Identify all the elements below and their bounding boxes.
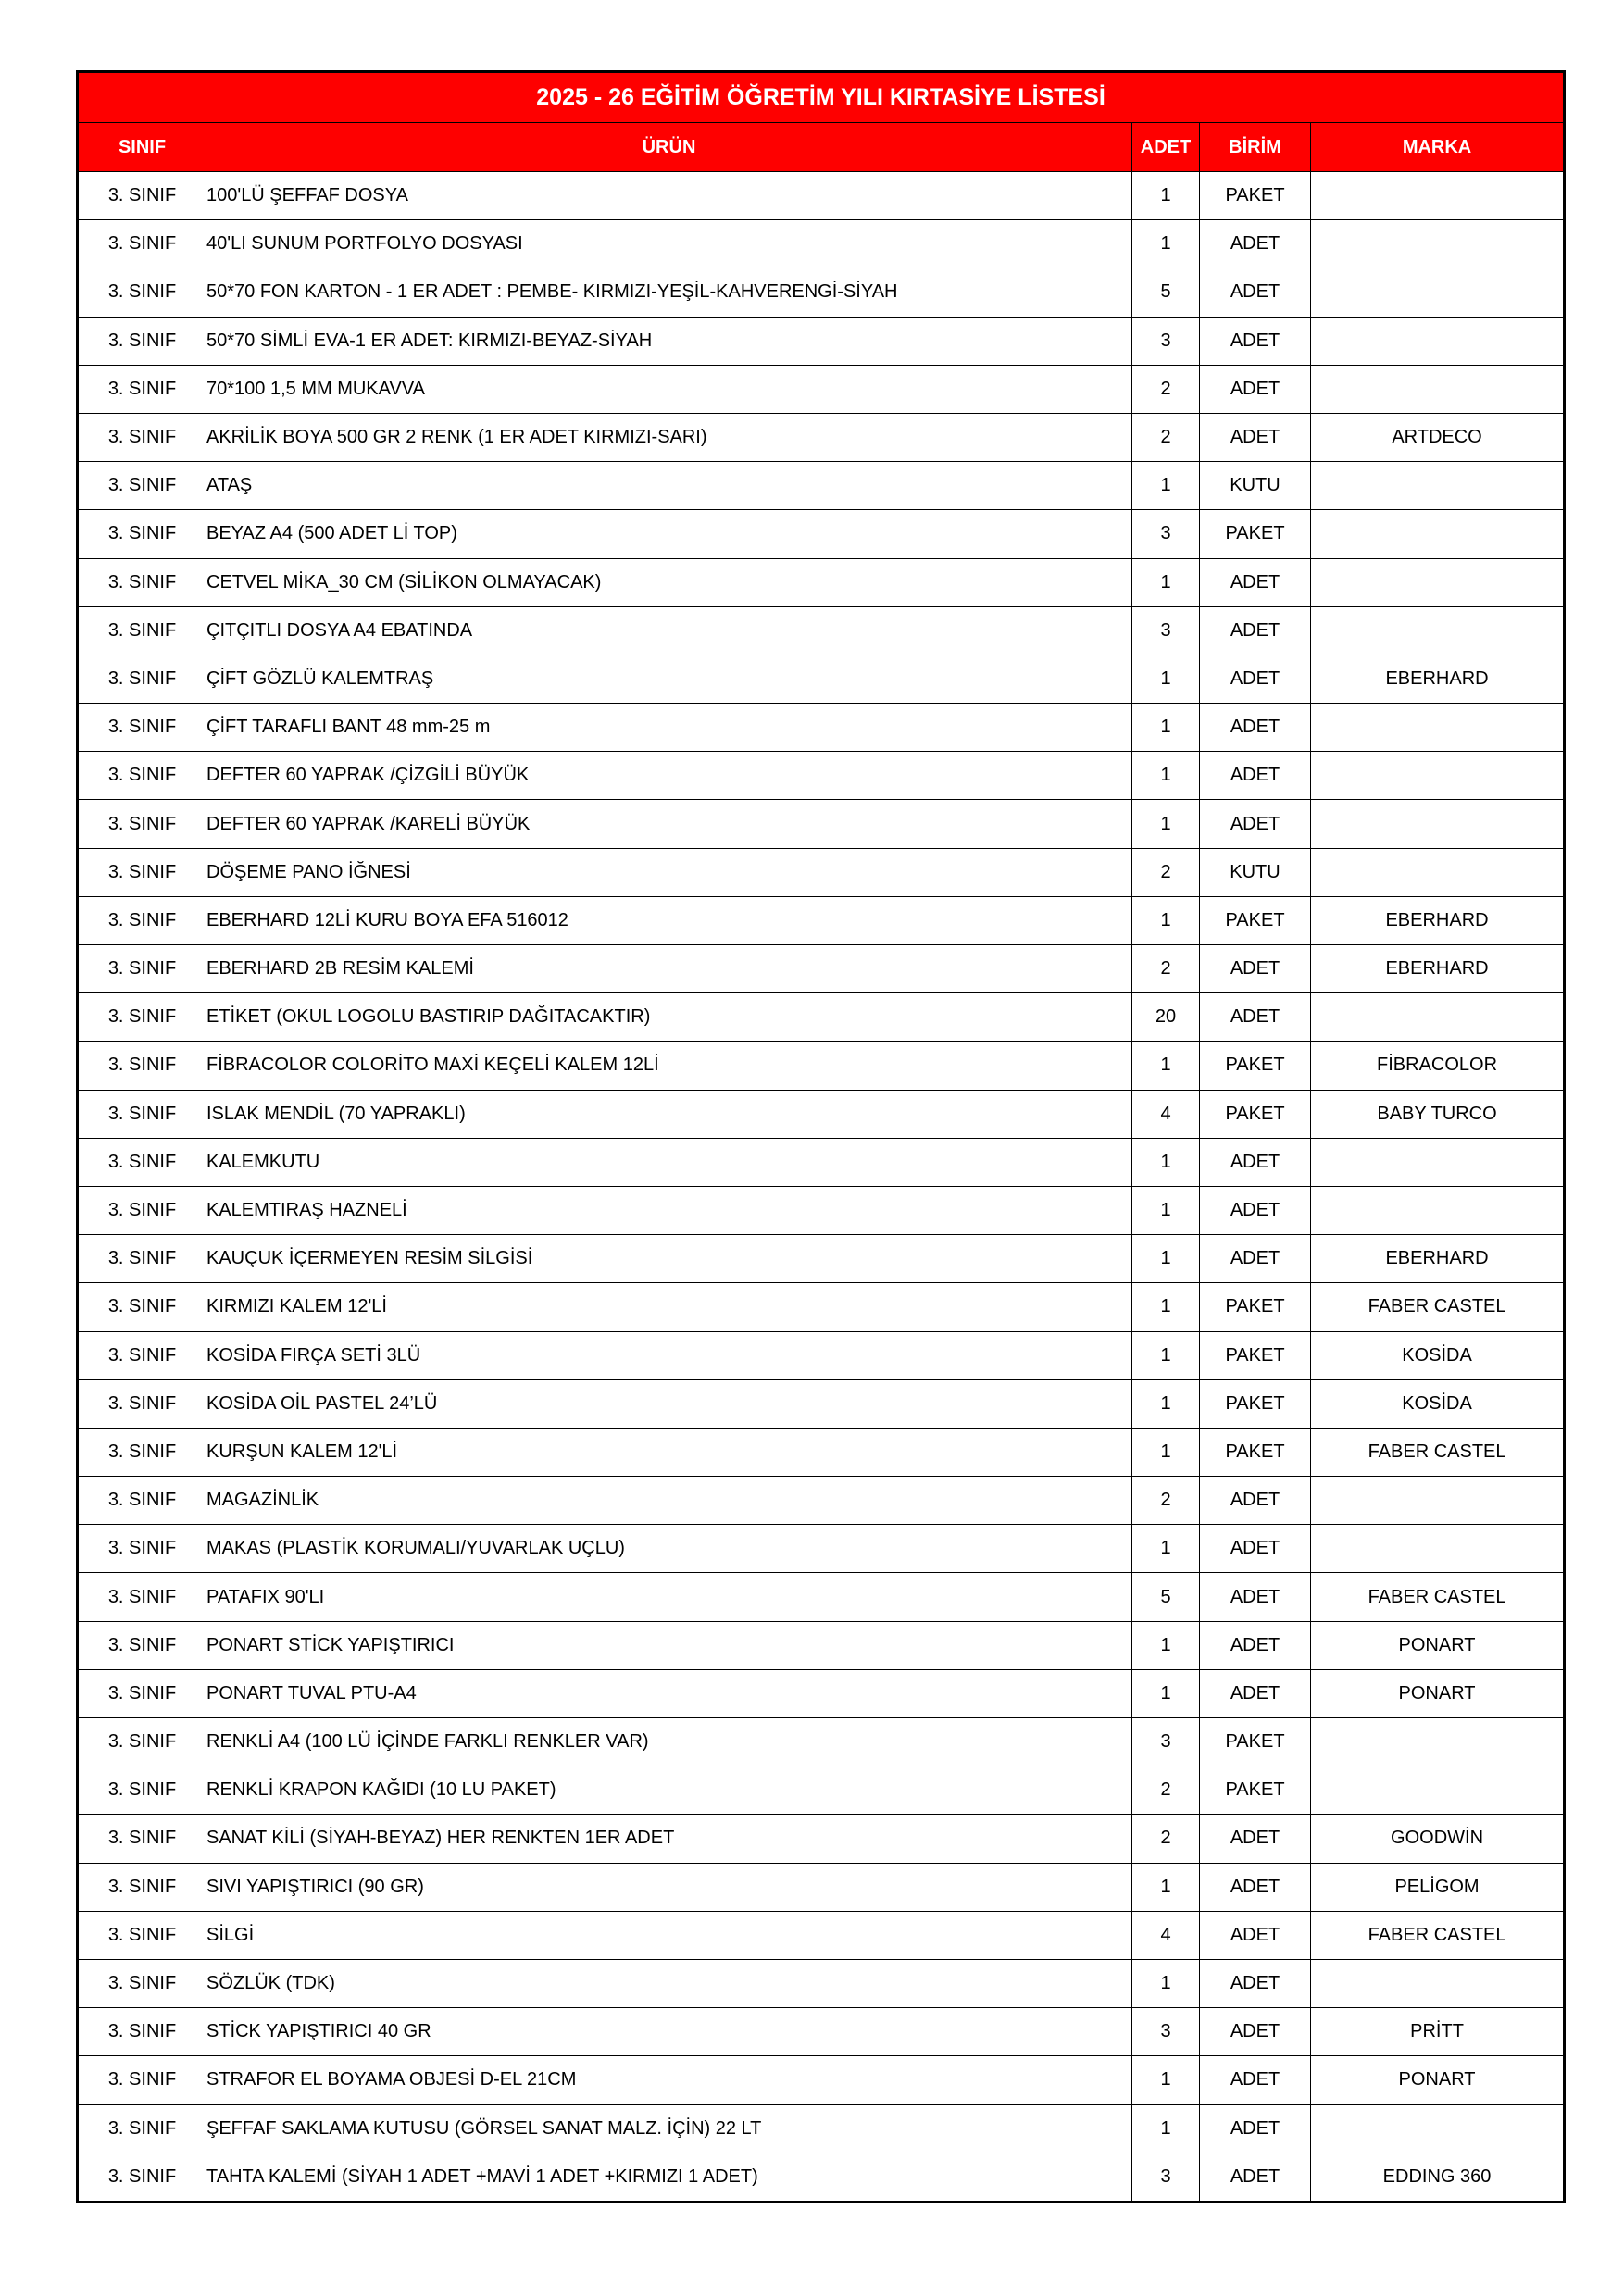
cell-adet: 1 bbox=[1132, 752, 1200, 800]
cell-urun: SIVI YAPIŞTIRICI (90 GR) bbox=[206, 1863, 1132, 1911]
cell-adet: 2 bbox=[1132, 1815, 1200, 1863]
cell-birim: ADET bbox=[1200, 220, 1311, 268]
cell-sinif: 3. SINIF bbox=[78, 172, 206, 220]
cell-birim: ADET bbox=[1200, 945, 1311, 993]
cell-urun: FİBRACOLOR COLORİTO MAXİ KEÇELİ KALEM 12Lİ bbox=[206, 1042, 1132, 1090]
cell-marka bbox=[1311, 704, 1565, 752]
table-row bbox=[78, 1379, 1565, 1428]
cell-urun: TAHTA KALEMİ (SİYAH 1 ADET +MAVİ 1 ADET +KIRMIZI 1 ADET) bbox=[206, 2152, 1132, 2202]
cell-marka: PONART bbox=[1311, 1669, 1565, 1717]
cell-urun: KALEMKUTU bbox=[206, 1138, 1132, 1186]
cell-urun: EBERHARD 2B RESİM KALEMİ bbox=[206, 945, 1132, 993]
cell-urun: KAUÇUK İÇERMEYEN RESİM SİLGİSİ bbox=[206, 1235, 1132, 1283]
cell-marka bbox=[1311, 752, 1565, 800]
cell-birim: ADET bbox=[1200, 752, 1311, 800]
cell-adet: 5 bbox=[1132, 268, 1200, 317]
cell-birim: ADET bbox=[1200, 1573, 1311, 1621]
cell-birim: PAKET bbox=[1200, 1042, 1311, 1090]
cell-sinif: 3. SINIF bbox=[78, 752, 206, 800]
cell-birim: ADET bbox=[1200, 704, 1311, 752]
cell-adet: 2 bbox=[1132, 1766, 1200, 1815]
cell-sinif: 3. SINIF bbox=[78, 462, 206, 510]
cell-adet: 2 bbox=[1132, 1477, 1200, 1525]
cell-marka: EBERHARD bbox=[1311, 945, 1565, 993]
table-row bbox=[78, 848, 1565, 896]
cell-marka: ARTDECO bbox=[1311, 413, 1565, 461]
cell-sinif: 3. SINIF bbox=[78, 1621, 206, 1669]
cell-adet: 1 bbox=[1132, 220, 1200, 268]
cell-birim: ADET bbox=[1200, 2152, 1311, 2202]
table-row bbox=[78, 220, 1565, 268]
cell-sinif: 3. SINIF bbox=[78, 1283, 206, 1331]
table-row bbox=[78, 1283, 1565, 1331]
cell-adet: 1 bbox=[1132, 1379, 1200, 1428]
cell-birim: ADET bbox=[1200, 317, 1311, 365]
cell-birim: ADET bbox=[1200, 268, 1311, 317]
cell-sinif: 3. SINIF bbox=[78, 1911, 206, 1959]
cell-adet: 1 bbox=[1132, 2104, 1200, 2152]
cell-urun: ŞEFFAF SAKLAMA KUTUSU (GÖRSEL SANAT MALZ. İÇİN) 22 LT bbox=[206, 2104, 1132, 2152]
title-row bbox=[78, 72, 1565, 123]
cell-urun: EBERHARD 12Lİ KURU BOYA EFA 516012 bbox=[206, 896, 1132, 944]
cell-sinif: 3. SINIF bbox=[78, 1138, 206, 1186]
cell-sinif: 3. SINIF bbox=[78, 2008, 206, 2056]
table-row bbox=[78, 1235, 1565, 1283]
table-row bbox=[78, 558, 1565, 606]
cell-adet: 1 bbox=[1132, 1042, 1200, 1090]
table-row bbox=[78, 1621, 1565, 1669]
cell-birim: PAKET bbox=[1200, 172, 1311, 220]
cell-birim: ADET bbox=[1200, 558, 1311, 606]
cell-marka: FABER CASTEL bbox=[1311, 1911, 1565, 1959]
column-header-sinif: SINIF bbox=[78, 123, 206, 172]
cell-marka bbox=[1311, 1959, 1565, 2007]
table-row bbox=[78, 1863, 1565, 1911]
cell-adet: 1 bbox=[1132, 1186, 1200, 1234]
cell-urun: 70*100 1,5 MM MUKAVVA bbox=[206, 365, 1132, 413]
table-row bbox=[78, 2008, 1565, 2056]
cell-adet: 1 bbox=[1132, 655, 1200, 703]
cell-sinif: 3. SINIF bbox=[78, 945, 206, 993]
cell-sinif: 3. SINIF bbox=[78, 1477, 206, 1525]
cell-adet: 3 bbox=[1132, 2152, 1200, 2202]
table-row bbox=[78, 268, 1565, 317]
cell-adet: 1 bbox=[1132, 1525, 1200, 1573]
cell-urun: PONART TUVAL PTU-A4 bbox=[206, 1669, 1132, 1717]
cell-adet: 1 bbox=[1132, 1331, 1200, 1379]
cell-marka: EBERHARD bbox=[1311, 655, 1565, 703]
cell-urun: 100'LÜ ŞEFFAF DOSYA bbox=[206, 172, 1132, 220]
cell-marka: EBERHARD bbox=[1311, 1235, 1565, 1283]
cell-adet: 3 bbox=[1132, 2008, 1200, 2056]
cell-sinif: 3. SINIF bbox=[78, 1186, 206, 1234]
cell-adet: 1 bbox=[1132, 1621, 1200, 1669]
cell-sinif: 3. SINIF bbox=[78, 1428, 206, 1476]
table-row bbox=[78, 655, 1565, 703]
cell-birim: ADET bbox=[1200, 1863, 1311, 1911]
cell-birim: ADET bbox=[1200, 2008, 1311, 2056]
cell-urun: KALEMTIRAŞ HAZNELİ bbox=[206, 1186, 1132, 1234]
cell-marka bbox=[1311, 606, 1565, 655]
cell-adet: 1 bbox=[1132, 1138, 1200, 1186]
cell-adet: 1 bbox=[1132, 172, 1200, 220]
cell-birim: ADET bbox=[1200, 800, 1311, 848]
cell-urun: MAKAS (PLASTİK KORUMALI/YUVARLAK UÇLU) bbox=[206, 1525, 1132, 1573]
cell-adet: 2 bbox=[1132, 413, 1200, 461]
cell-adet: 5 bbox=[1132, 1573, 1200, 1621]
cell-birim: ADET bbox=[1200, 413, 1311, 461]
page-title: 2025 - 26 EĞİTİM ÖĞRETİM YILI KIRTASİYE LİSTESİ bbox=[78, 72, 1565, 123]
cell-adet: 1 bbox=[1132, 800, 1200, 848]
table-row bbox=[78, 2104, 1565, 2152]
cell-sinif: 3. SINIF bbox=[78, 1718, 206, 1766]
cell-sinif: 3. SINIF bbox=[78, 1815, 206, 1863]
table-row bbox=[78, 1766, 1565, 1815]
cell-sinif: 3. SINIF bbox=[78, 268, 206, 317]
table-row bbox=[78, 1815, 1565, 1863]
cell-urun: BEYAZ A4 (500 ADET Lİ TOP) bbox=[206, 510, 1132, 558]
column-header-birim: BİRİM bbox=[1200, 123, 1311, 172]
table-row bbox=[78, 172, 1565, 220]
table-row bbox=[78, 1573, 1565, 1621]
cell-adet: 1 bbox=[1132, 1959, 1200, 2007]
table-row bbox=[78, 993, 1565, 1042]
cell-sinif: 3. SINIF bbox=[78, 1573, 206, 1621]
cell-sinif: 3. SINIF bbox=[78, 848, 206, 896]
cell-marka: FABER CASTEL bbox=[1311, 1428, 1565, 1476]
cell-adet: 4 bbox=[1132, 1090, 1200, 1138]
cell-birim: PAKET bbox=[1200, 896, 1311, 944]
table-row bbox=[78, 365, 1565, 413]
cell-urun: ÇİFT TARAFLI BANT 48 mm-25 m bbox=[206, 704, 1132, 752]
cell-urun: RENKLİ KRAPON KAĞIDI (10 LU PAKET) bbox=[206, 1766, 1132, 1815]
cell-sinif: 3. SINIF bbox=[78, 1959, 206, 2007]
cell-marka: EDDING 360 bbox=[1311, 2152, 1565, 2202]
cell-birim: KUTU bbox=[1200, 462, 1311, 510]
cell-marka: PONART bbox=[1311, 2056, 1565, 2104]
cell-marka bbox=[1311, 172, 1565, 220]
table-row bbox=[78, 1138, 1565, 1186]
cell-adet: 1 bbox=[1132, 558, 1200, 606]
table-row bbox=[78, 896, 1565, 944]
cell-sinif: 3. SINIF bbox=[78, 2152, 206, 2202]
cell-marka bbox=[1311, 1477, 1565, 1525]
cell-urun: RENKLİ A4 (100 LÜ İÇİNDE FARKLI RENKLER VAR) bbox=[206, 1718, 1132, 1766]
cell-marka bbox=[1311, 2104, 1565, 2152]
cell-sinif: 3. SINIF bbox=[78, 606, 206, 655]
cell-urun: AKRİLİK BOYA 500 GR 2 RENK (1 ER ADET KIRMIZI-SARI) bbox=[206, 413, 1132, 461]
cell-birim: ADET bbox=[1200, 606, 1311, 655]
cell-urun: CETVEL MİKA_30 CM (SİLİKON OLMAYACAK) bbox=[206, 558, 1132, 606]
cell-sinif: 3. SINIF bbox=[78, 896, 206, 944]
column-header-adet: ADET bbox=[1132, 123, 1200, 172]
table-row bbox=[78, 1331, 1565, 1379]
cell-marka: GOODWİN bbox=[1311, 1815, 1565, 1863]
cell-adet: 1 bbox=[1132, 896, 1200, 944]
cell-birim: ADET bbox=[1200, 1911, 1311, 1959]
cell-adet: 1 bbox=[1132, 704, 1200, 752]
table-row bbox=[78, 510, 1565, 558]
cell-adet: 2 bbox=[1132, 848, 1200, 896]
cell-birim: ADET bbox=[1200, 1669, 1311, 1717]
cell-marka bbox=[1311, 220, 1565, 268]
cell-birim: PAKET bbox=[1200, 510, 1311, 558]
cell-birim: ADET bbox=[1200, 655, 1311, 703]
cell-birim: ADET bbox=[1200, 1621, 1311, 1669]
cell-birim: PAKET bbox=[1200, 1766, 1311, 1815]
cell-adet: 3 bbox=[1132, 317, 1200, 365]
cell-sinif: 3. SINIF bbox=[78, 1766, 206, 1815]
cell-adet: 1 bbox=[1132, 1283, 1200, 1331]
cell-marka bbox=[1311, 1186, 1565, 1234]
cell-marka: PELİGOM bbox=[1311, 1863, 1565, 1911]
table-row bbox=[78, 800, 1565, 848]
cell-birim: ADET bbox=[1200, 2056, 1311, 2104]
cell-adet: 1 bbox=[1132, 2056, 1200, 2104]
cell-sinif: 3. SINIF bbox=[78, 655, 206, 703]
cell-marka bbox=[1311, 268, 1565, 317]
table-row bbox=[78, 945, 1565, 993]
cell-adet: 3 bbox=[1132, 606, 1200, 655]
cell-urun: KOSİDA FIRÇA SETİ 3LÜ bbox=[206, 1331, 1132, 1379]
cell-sinif: 3. SINIF bbox=[78, 365, 206, 413]
cell-adet: 4 bbox=[1132, 1911, 1200, 1959]
cell-sinif: 3. SINIF bbox=[78, 1379, 206, 1428]
cell-birim: PAKET bbox=[1200, 1428, 1311, 1476]
cell-adet: 2 bbox=[1132, 945, 1200, 993]
cell-marka bbox=[1311, 1138, 1565, 1186]
table-row bbox=[78, 1718, 1565, 1766]
cell-marka: EBERHARD bbox=[1311, 896, 1565, 944]
cell-marka: FABER CASTEL bbox=[1311, 1573, 1565, 1621]
cell-birim: ADET bbox=[1200, 1186, 1311, 1234]
table-row bbox=[78, 413, 1565, 461]
cell-birim: ADET bbox=[1200, 1815, 1311, 1863]
cell-adet: 1 bbox=[1132, 1669, 1200, 1717]
cell-sinif: 3. SINIF bbox=[78, 317, 206, 365]
cell-urun: ÇITÇITLI DOSYA A4 EBATINDA bbox=[206, 606, 1132, 655]
cell-marka bbox=[1311, 1525, 1565, 1573]
table-row bbox=[78, 1090, 1565, 1138]
cell-marka bbox=[1311, 848, 1565, 896]
cell-urun: ETİKET (OKUL LOGOLU BASTIRIP DAĞITACAKTIR) bbox=[206, 993, 1132, 1042]
cell-marka bbox=[1311, 800, 1565, 848]
cell-urun: PONART STİCK YAPIŞTIRICI bbox=[206, 1621, 1132, 1669]
cell-marka: FİBRACOLOR bbox=[1311, 1042, 1565, 1090]
table-row bbox=[78, 1959, 1565, 2007]
cell-marka bbox=[1311, 462, 1565, 510]
table-row bbox=[78, 1042, 1565, 1090]
table-row bbox=[78, 704, 1565, 752]
cell-urun: SİLGİ bbox=[206, 1911, 1132, 1959]
table-row bbox=[78, 2152, 1565, 2202]
cell-marka bbox=[1311, 1718, 1565, 1766]
cell-sinif: 3. SINIF bbox=[78, 2104, 206, 2152]
cell-marka bbox=[1311, 558, 1565, 606]
cell-adet: 1 bbox=[1132, 462, 1200, 510]
cell-urun: DÖŞEME PANO İĞNESİ bbox=[206, 848, 1132, 896]
cell-birim: ADET bbox=[1200, 365, 1311, 413]
cell-adet: 1 bbox=[1132, 1235, 1200, 1283]
cell-marka: KOSİDA bbox=[1311, 1379, 1565, 1428]
header-row bbox=[78, 123, 1565, 172]
cell-birim: KUTU bbox=[1200, 848, 1311, 896]
table-row bbox=[78, 1911, 1565, 1959]
cell-adet: 1 bbox=[1132, 1428, 1200, 1476]
cell-sinif: 3. SINIF bbox=[78, 220, 206, 268]
cell-marka: PRİTT bbox=[1311, 2008, 1565, 2056]
table-row bbox=[78, 1669, 1565, 1717]
table-row bbox=[78, 462, 1565, 510]
cell-birim: ADET bbox=[1200, 2104, 1311, 2152]
cell-birim: PAKET bbox=[1200, 1090, 1311, 1138]
cell-birim: PAKET bbox=[1200, 1718, 1311, 1766]
cell-marka: KOSİDA bbox=[1311, 1331, 1565, 1379]
cell-marka bbox=[1311, 1766, 1565, 1815]
cell-sinif: 3. SINIF bbox=[78, 1042, 206, 1090]
cell-urun: 50*70 SİMLİ EVA-1 ER ADET: KIRMIZI-BEYAZ-SİYAH bbox=[206, 317, 1132, 365]
cell-adet: 3 bbox=[1132, 510, 1200, 558]
cell-urun: KURŞUN KALEM 12'Lİ bbox=[206, 1428, 1132, 1476]
table-row bbox=[78, 1428, 1565, 1476]
cell-sinif: 3. SINIF bbox=[78, 993, 206, 1042]
cell-sinif: 3. SINIF bbox=[78, 1669, 206, 1717]
cell-sinif: 3. SINIF bbox=[78, 704, 206, 752]
cell-marka: PONART bbox=[1311, 1621, 1565, 1669]
cell-adet: 1 bbox=[1132, 1863, 1200, 1911]
cell-marka: BABY TURCO bbox=[1311, 1090, 1565, 1138]
cell-marka bbox=[1311, 993, 1565, 1042]
cell-sinif: 3. SINIF bbox=[78, 558, 206, 606]
cell-urun: KOSİDA OİL PASTEL 24’LÜ bbox=[206, 1379, 1132, 1428]
cell-urun: ATAŞ bbox=[206, 462, 1132, 510]
cell-adet: 20 bbox=[1132, 993, 1200, 1042]
table-row bbox=[78, 2056, 1565, 2104]
cell-marka: FABER CASTEL bbox=[1311, 1283, 1565, 1331]
table-row bbox=[78, 752, 1565, 800]
cell-urun: 50*70 FON KARTON - 1 ER ADET : PEMBE- KIRMIZI-YEŞİL-KAHVERENGİ-SİYAH bbox=[206, 268, 1132, 317]
cell-birim: ADET bbox=[1200, 1235, 1311, 1283]
cell-urun: ISLAK MENDİL (70 YAPRAKLI) bbox=[206, 1090, 1132, 1138]
cell-urun: KIRMIZI KALEM 12'Lİ bbox=[206, 1283, 1132, 1331]
table-row bbox=[78, 1477, 1565, 1525]
cell-urun: SÖZLÜK (TDK) bbox=[206, 1959, 1132, 2007]
cell-sinif: 3. SINIF bbox=[78, 1863, 206, 1911]
cell-birim: PAKET bbox=[1200, 1283, 1311, 1331]
cell-sinif: 3. SINIF bbox=[78, 1235, 206, 1283]
cell-sinif: 3. SINIF bbox=[78, 2056, 206, 2104]
table-row bbox=[78, 606, 1565, 655]
column-header-urun: ÜRÜN bbox=[206, 123, 1132, 172]
table-row bbox=[78, 1525, 1565, 1573]
cell-urun: MAGAZİNLİK bbox=[206, 1477, 1132, 1525]
cell-marka bbox=[1311, 510, 1565, 558]
cell-birim: ADET bbox=[1200, 1959, 1311, 2007]
stationery-list-table bbox=[76, 70, 1566, 2203]
cell-birim: ADET bbox=[1200, 1477, 1311, 1525]
cell-urun: DEFTER 60 YAPRAK /KARELİ BÜYÜK bbox=[206, 800, 1132, 848]
cell-urun: DEFTER 60 YAPRAK /ÇİZGİLİ BÜYÜK bbox=[206, 752, 1132, 800]
cell-urun: PATAFIX 90'LI bbox=[206, 1573, 1132, 1621]
cell-sinif: 3. SINIF bbox=[78, 1090, 206, 1138]
cell-sinif: 3. SINIF bbox=[78, 800, 206, 848]
cell-urun: SANAT KİLİ (SİYAH-BEYAZ) HER RENKTEN 1ER ADET bbox=[206, 1815, 1132, 1863]
cell-sinif: 3. SINIF bbox=[78, 1525, 206, 1573]
cell-adet: 3 bbox=[1132, 1718, 1200, 1766]
cell-marka bbox=[1311, 317, 1565, 365]
cell-birim: PAKET bbox=[1200, 1379, 1311, 1428]
cell-urun: STİCK YAPIŞTIRICI 40 GR bbox=[206, 2008, 1132, 2056]
cell-marka bbox=[1311, 365, 1565, 413]
cell-urun: ÇİFT GÖZLÜ KALEMTRAŞ bbox=[206, 655, 1132, 703]
column-header-marka: MARKA bbox=[1311, 123, 1565, 172]
cell-sinif: 3. SINIF bbox=[78, 1331, 206, 1379]
cell-birim: PAKET bbox=[1200, 1331, 1311, 1379]
cell-birim: ADET bbox=[1200, 993, 1311, 1042]
table-row bbox=[78, 317, 1565, 365]
cell-sinif: 3. SINIF bbox=[78, 510, 206, 558]
cell-sinif: 3. SINIF bbox=[78, 413, 206, 461]
cell-birim: ADET bbox=[1200, 1525, 1311, 1573]
cell-urun: 40'LI SUNUM PORTFOLYO DOSYASI bbox=[206, 220, 1132, 268]
cell-urun: STRAFOR EL BOYAMA OBJESİ D-EL 21CM bbox=[206, 2056, 1132, 2104]
table-row bbox=[78, 1186, 1565, 1234]
cell-birim: ADET bbox=[1200, 1138, 1311, 1186]
cell-adet: 2 bbox=[1132, 365, 1200, 413]
